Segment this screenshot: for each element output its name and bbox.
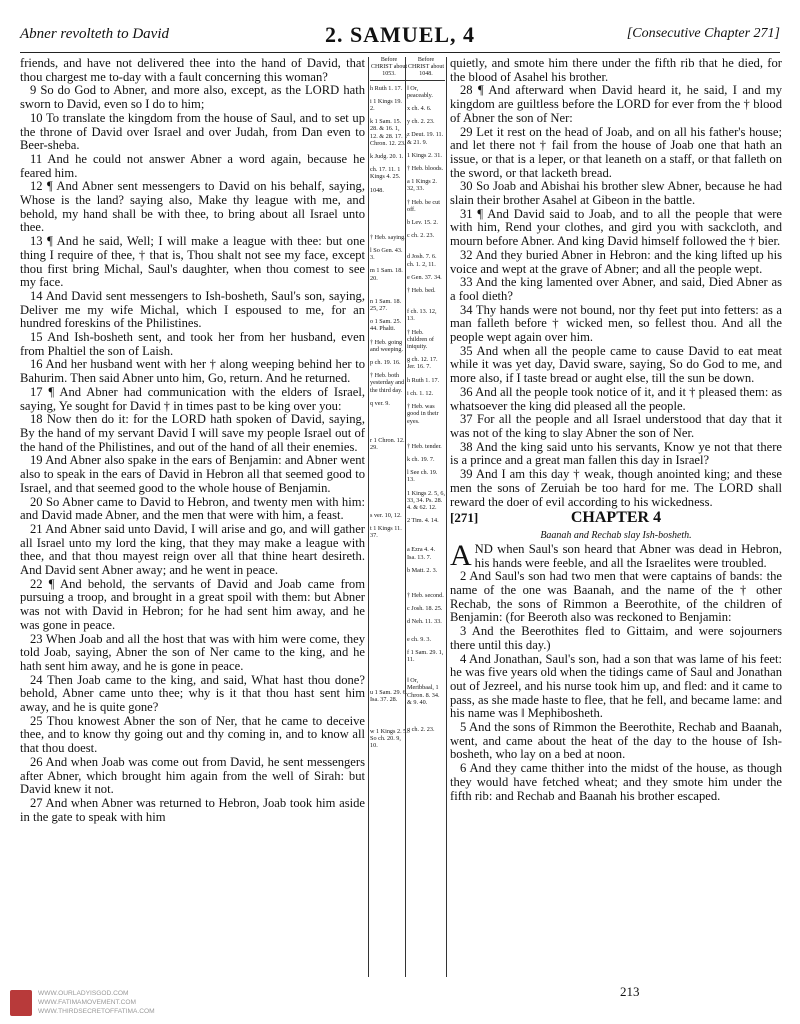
verse: 26 And when Joab was come out from David, he sent messengers after Abner, which brought him again from the well of Sirah: but David knew it not. [20, 754, 365, 797]
margin-note: k 1 Sam. 15. 28. & 16. 1, 12. & 28. 17. 1 Chron. 12. 23. [370, 118, 408, 147]
verse: 5 And the sons of Rimmon the Beerothite, Rechab and Baanah, went, and came about the heat of the day to the house of Ish-bosheth, who lay on a bed at noon. [450, 720, 782, 762]
verse: 32 And they buried Abner in Hebron: and the king lifted up his voice and wept at the grave of Abner; and all the people wept. [450, 247, 782, 276]
verse: 21 And Abner said unto David, I will arise and go, and will gather all Israel unto my lord the king, that they may make a league with thee, and that thou mayest reign over all that thine heart desireth. And David sent Abner away; and he went in peace. [20, 521, 365, 578]
margin-note: g ch. 12. 17. Jer. 16. 7. [407, 356, 438, 371]
margin-note: b Matt. 2. 3. [407, 566, 438, 574]
header-rule [20, 52, 780, 53]
margin-note: k Judg. 20. 1. [370, 153, 404, 161]
margin-note: z Deut. 19. 11. & 21. 9. [407, 131, 444, 146]
margin-note: 1048. [370, 186, 384, 194]
verse: 2 And Saul's son had two men that were captains of bands: the name of the one was Baanah, and the name of the † other Rechab, the sons of Rimmon a Beerothite, of the children of Benjamin: (for Beeroth also was reckoned to Benjamin: [450, 569, 782, 625]
margin-note: † Heb. second. [407, 591, 444, 599]
margin-note: e ch. 9. 3. [407, 635, 432, 643]
verse: 37 For all the people and all Israel understood that day that it was not of the king to slay Abner the son of Ner. [450, 412, 782, 440]
margin-note: † Heb. saying. [370, 233, 406, 241]
margin-note: h Ruth 1. 17. [407, 376, 440, 384]
margin-note: 2 Tim. 4. 14. [407, 517, 439, 525]
margin-note: d Neh. 11. 33. [407, 618, 442, 626]
margin-note: ch. 17. 11. 1 Kings 4. 25. [370, 166, 401, 181]
verse: 11 And he could not answer Abner a word again, because he feared him. [20, 151, 365, 180]
margin-note: f 1 Sam. 29. 1, 11. [407, 648, 444, 663]
margin-note: a Ezra 4. 4. Isa. 13. 7. [407, 546, 436, 561]
verse-first [450, 538, 782, 572]
chapter-heading [450, 511, 782, 529]
margin-note: s ver. 10, 12. [370, 511, 402, 519]
margin-note: † Heb. bloods. [407, 165, 444, 173]
margin-note: i ch. 1. 12. [407, 389, 434, 397]
margin-note: y ch. 2. 23. [407, 118, 435, 126]
verse: 6 And they came thither into the midst of the house, as though they would have fetched wheat; and they smote him under the fifth rib: and Rechab and Baanah his brother escaped. [450, 761, 782, 803]
margin-note: o 1 Sam. 25. 44. Phalti. [370, 318, 402, 333]
margin-note: w 1 Kings 2. 5. So ch. 20. 9, 10. [370, 727, 408, 749]
margin-note: p ch. 19. 16. [370, 359, 401, 367]
verse: 9 So do God to Abner, and more also, except, as the LORD hath sworn to David, even so I do to him; [20, 83, 365, 112]
margin-note: h Ruth 1. 17. [370, 84, 403, 92]
margin-note: f ch. 13. 12, 13. [407, 308, 437, 323]
margin-note: † Heb. children of iniquity. [407, 328, 434, 351]
right-text-column [450, 57, 782, 803]
margin-note: t 1 Kings 11. 37. [370, 524, 402, 539]
margin-date-heading: Before CHRIST about 1053. [370, 57, 408, 81]
margin-note: d Josh. 7. 6. ch. 1. 2, 11. [407, 253, 437, 268]
consecutive-chapter-number: [271] [450, 510, 479, 526]
verse: 39 And I am this day † weak, though anointed king; and these men the sons of Zeruiah be too hard for me. The LORD shall reward the doer of evil according to his wickedness. [450, 467, 782, 509]
margin-note: i 1 Kings 19. 2. [370, 97, 402, 113]
verse: 13 ¶ And he said, Well; I will make a league with thee: but one thing I require of thee, † that is, Thou shalt not see my face, except thou first bring Michal, Saul's daughter, when thou comest to see my face. [20, 234, 365, 290]
emblem-icon [10, 990, 32, 1016]
left-text-column [20, 57, 365, 824]
verse: 33 And the king lamented over Abner, and said, Died Abner as a fool dieth? [450, 275, 782, 303]
verse: 34 Thy hands were not bound, nor thy feet put into fetters: as a man falleth before † wicked men, so fellest thou. And all the people wept again over him. [450, 302, 782, 345]
margin-note: n 1 Sam. 18. 25, 27. [370, 297, 402, 313]
margin-date-heading: Before CHRIST about 1048. [407, 57, 445, 81]
verse: 24 Then Joab came to the king, and said, What hast thou done? behold, Abner came unto thee; why is it that thou hast sent him away, and he is quite gone? [20, 672, 365, 715]
column-divider [368, 57, 369, 977]
margin-note: u 1 Sam. 29. 6. Isa. 37. 28. [370, 689, 408, 704]
verse: 22 ¶ And behold, the servants of David and Joab came from pursuing a troop, and brought in a great spoil with them: but Abner was not with David in Hebron; for he had sent him away, and he was gone in peace. [20, 576, 365, 632]
margin-note: c Josh. 18. 25. [407, 605, 443, 613]
verse: 23 When Joab and all the host that was with him were come, they told Joab, saying, Abner the son of Ner came to the king, and he hath sent him away, and he is gone in peace. [20, 631, 365, 673]
verse: 27 And when Abner was returned to Hebron, Joab took him aside in the gate to speak with him [20, 795, 365, 824]
margin-note: e Gen. 37. 34. [407, 273, 442, 281]
chapter-title: CHAPTER 4 [570, 509, 662, 527]
watermark-url: WWW.THIRDSECRETOFFATIMA.COM [38, 1008, 155, 1015]
margin-note: † Heb. be cut off. [407, 198, 440, 213]
running-head-title: 2. SAMUEL, 4 [324, 22, 476, 47]
verse: 15 And Ish-bosheth sent, and took her from her husband, even from Phaltiel the son of Laish. [20, 330, 365, 358]
margin-note: a 1 Kings 2. 32, 33. [407, 178, 437, 193]
margin-note: 1 Kings 2. 5, 6, 33, 34. Ps. 28. 4. & 62. 12. [407, 489, 445, 511]
verse: 20 So Abner came to David to Hebron, and twenty men with him: and David made Abner, and the men that were with him, a feast. [20, 494, 365, 523]
verse: 30 So Joab and Abishai his brother slew Abner, because he had slain their brother Asahel at Gibeon in the battle. [450, 179, 782, 208]
verse: 18 Now then do it: for the LORD hath spoken of David, saying, By the hand of my servant David I will save my people Israel out of the hand of the Philistines, and out of the hand of all their enemies. [20, 412, 365, 454]
margin-note: q ver. 9. [370, 399, 390, 407]
margin-note: r 1 Chron. 12. 29. [370, 437, 405, 452]
chapter-summary: Baanah and Rechab slay Ish-bosheth. [540, 530, 692, 542]
page-number: 213 [620, 984, 640, 999]
margin-note: l See ch. 19. 13. [407, 469, 438, 484]
verse: 38 And the king said unto his servants, Know ye not that there is a prince and a great man fallen this day in Israel? [450, 439, 782, 468]
verse: 10 To translate the kingdom from the house of Saul, and to set up the throne of David over Israel and over Judah, from Dan even to Beer-sheba. [20, 110, 365, 153]
verse: 36 And all the people took notice of it, and it † pleased them: as whatsoever the king did pleased all the people. [450, 384, 782, 413]
margin-note: g ch. 2. 23. [407, 725, 435, 733]
verse: 12 ¶ And Abner sent messengers to David on his behalf, saying, Whose is the land? saying also, Make thy league with me, and behold, my hand shall be with thee, to bring about all Israel unto thee. [20, 179, 365, 235]
verse: 14 And David sent messengers to Ish-bosheth, Saul's son, saying, Deliver me my wife Michal, which I espoused to me, for an hundred foreskins of the Philistines. [20, 288, 365, 331]
margin-note: † Heb. tender. [407, 442, 442, 450]
watermark-url: WWW.FATIMAMOVEMENT.COM [38, 999, 137, 1006]
verse: 25 Thou knowest Abner the son of Ner, that he came to deceive thee, and to know thy going out and thy coming in, and to know all that thou doest. [20, 713, 365, 756]
margin-note: † Heb. was good in their eyes. [407, 403, 439, 425]
column-divider [446, 57, 447, 977]
margin-note: m 1 Sam. 18. 20. [370, 267, 403, 282]
margin-note: ‖ Or, peaceably. [407, 84, 433, 99]
running-head-right: [Consecutive Chapter 271] [626, 26, 780, 41]
website-watermark [10, 988, 290, 1020]
margin-note: b Lev. 15. 2. [407, 219, 438, 227]
verse: 28 ¶ And afterward when David heard it, he said, I and my kingdom are guiltless before the LORD for ever from the † blood of Abner the son of Ner: [450, 83, 782, 125]
margin-note: ‖ Or, Meribbaal, 1 Chron. 8. 34. & 9. 40. [407, 677, 440, 706]
verse: 16 And her husband went with her † along weeping behind her to Bahurim. Then said Abner unto him, Go, return. And he returned. [20, 357, 365, 386]
drop-cap: A [450, 538, 472, 572]
verse: 4 And Jonathan, Saul's son, had a son that was lame of his feet: he was five years old when the tidings came of Saul and Jonathan out of Jezreel, and his nurse took him up, and fled: and it came to pass, as she made haste to flee, that he fell, and became lame: and his name was ‖ Mephibosheth. [450, 651, 782, 721]
watermark-url: WWW.OURLADYISGOD.COM [38, 990, 129, 997]
margin-notes-right [407, 57, 445, 739]
first-verse-text: ND when Saul's son heard that Abner was dead in Hebron, his hands were feeble, and all the Israelites were troubled. [474, 541, 782, 570]
margin-divider [405, 57, 406, 977]
verse: friends, and have not delivered thee into the hand of David, that thou chargest me to-day with a fault concerning this woman? [20, 56, 365, 84]
verse: 3 And the Beerothites fled to Gittaim, and were sojourners there until this day.) [450, 624, 782, 652]
margin-note: † Heb. bed. [407, 287, 436, 295]
margin-note: † Heb. both yesterday and the third day. [370, 372, 405, 394]
verse: 29 Let it rest on the head of Joab, and on all his father's house; and let there not † fail from the house of Joab one that hath an issue, or that is a leper, or that leaneth on a staff, or that falleth on the sword, or that lacketh bread. [450, 124, 782, 180]
verse: 19 And Abner also spake in the ears of Benjamin: and Abner went also to speak in the ears of David in Hebron all that seemed good to Israel, and that seemed good to the whole house of Benjamin. [20, 453, 365, 495]
margin-note: x ch. 4. 6. [407, 105, 432, 113]
margin-note: † Heb. going and weeping. [370, 338, 403, 353]
margin-notes-left [370, 57, 408, 755]
margin-note: c ch. 2. 23. [407, 232, 435, 240]
page-header [0, 22, 800, 50]
watermark-urls [38, 989, 155, 1016]
verse: 35 And when all the people came to cause David to eat meat while it was yet day, David sware, saying, So do God to me, and more also, if I taste bread or aught else, till the sun be down. [450, 343, 782, 386]
verse: 31 ¶ And David said to Joab, and to all the people that were with him, Rend your clothes, and gird you with sackcloth, and mourn before Abner. And king David himself followed the † bier. [450, 206, 782, 249]
margin-note: l So Gen. 43. 3. [370, 247, 403, 262]
verse: 17 ¶ And Abner had communication with the elders of Israel, saying, Ye sought for David † in times past to be king over you: [20, 384, 365, 413]
verse: quietly, and smote him there under the fifth rib that he died, for the blood of Asahel his brother. [450, 56, 782, 84]
margin-note: 1 Kings 2. 31. [407, 151, 442, 159]
margin-note: k ch. 19. 7. [407, 455, 435, 463]
running-head-left: Abner revolteth to David [20, 26, 169, 42]
